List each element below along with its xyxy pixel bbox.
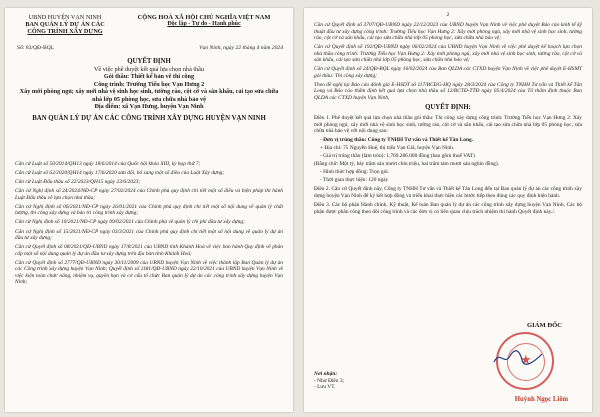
legal-basis-item: Căn cứ Nghị định số 10/2021/NĐ-CP ngày 09/02/2021 của Chính phủ về quản lý chi phí đầu tư xây dựng; — [15, 219, 245, 226]
legal-basis-item: Căn cứ Quyết định số 08/2021/QĐ-UBND ngày 17/8/2021 của UBND tỉnh Khánh Hoà về việc ban hành Quy định về phân cấp một số nội dung quản lý dự án đầu tư xây dựng trên địa bàn tỉnh Khánh Hoà; — [15, 244, 283, 257]
contract-price-words: (Bằng chữ: Một tỷ, bảy trăm sáu mươi chín triệu, hai trăm tám mươi sáu nghìn đồng). — [314, 161, 499, 168]
org-line: BAN QUẢN LÝ DỰ ÁN CÁC — [25, 21, 105, 29]
document-page-1 — [5, 8, 293, 412]
signer-title: GIÁM ĐỐC — [527, 322, 562, 329]
legal-basis-item: Căn cứ Nghị định số 15/2021/NĐ-CP ngày 03/3/2021 của Chính phủ quy định chi tiết một số nội dung về quản lý dự án đầu tư xây dựng; — [15, 228, 283, 242]
national-motto: Độc lập - Tự do - Hạnh phúc — [167, 21, 241, 28]
nation-title: CỘNG HOÀ XÃ HỘI CHỦ NGHĨA VIỆT NAM — [137, 14, 271, 21]
legal-basis-item: Căn cứ Nghị định số 24/2024/NĐ-CP ngày 27/02/2024 của Chính phủ quy định chi tiết một số điều và biện pháp thi hành Luật Đấu thầu về lựa chọn nhà thầu; — [15, 188, 283, 201]
document-number: Số: 83/QĐ-BQL — [17, 45, 55, 51]
decision-title-block — [15, 58, 283, 123]
official-seal-icon: ★ — [496, 332, 554, 390]
package-name: Gói thầu: Thiết kế bản vẽ thi công — [103, 73, 195, 81]
article-2: Điều 2. Căn cứ Quyết định này, Công ty TNHH Tư vấn và Thiết kế Tân Long đến tại Ban quản lý dự án các công trình xây dựng huyện Vạn Ninh để ký kết hợp đồng và triển khai thực hiện các bước tiếp theo đúng các quy định hiện hành. — [314, 186, 582, 199]
decides-heading: QUYẾT ĐỊNH: — [425, 104, 471, 112]
project-name: Công trình: Trường Tiểu học Vạn Hưng 2 — [93, 80, 205, 88]
document-page-2 — [304, 8, 592, 412]
recipients-block — [314, 371, 344, 391]
decision-subtitle: Về việc phê duyệt kết quả lựa chọn nhà thầu — [93, 66, 205, 73]
page-number: 2 — [446, 12, 450, 18]
contract-duration: - Thời gian thực hiện: 120 ngày — [320, 177, 389, 184]
legal-basis-item: Căn cứ Quyết định số 24/QĐ-BQL ngày 16/02/2024 của Ban QLDA các CTXD huyện Vạn Ninh về việc phê duyệt E-HSMT gói thầu: Thi công xây dựng; — [314, 66, 582, 79]
legal-basis-item: Căn cứ Quyết định số 3707/QĐ-UBND ngày 22/12/2023 của UBND huyện Vạn Ninh về việc phê duyệt Báo cáo kinh tế kỹ thuật đầu tư xây dựng công trình: Trường Tiểu học Vạn Hưng 2: Xây mới phòng ngủ, xây mới nhà vệ sinh học sinh, tường rào, cột cờ và sân khấu, cải tạo sửa chữa nhà lớp 05 phòng học, sửa chữa nhà bảo vệ; — [314, 22, 582, 41]
legal-basis-item: Căn cứ Luật số 62/2020/QH14 ngày 17/6/2020 sửa đổi, bổ sung một số điều của Luật Xây dựng; — [15, 170, 225, 177]
signer-name: Huỳnh Ngọc Liêm — [514, 396, 568, 403]
document-header — [11, 14, 287, 44]
org-line: CÔNG TRÌNH XÂY DỰNG — [27, 28, 103, 36]
project-scope: Xây mới phòng ngủ; xây mới nhà vệ sinh học sinh, tường rào, cột cờ và sân khấu, cải tạo sửa chữa nhà lớp 05 phòng học, sửa chữa nhà bảo vệ — [19, 88, 279, 103]
national-header — [121, 14, 287, 29]
legal-basis-item: Căn cứ Quyết định số 192/QĐ-UBND ngày 06/02/2024 của UBND huyện Vạn Ninh về việc phê duyệt kế hoạch lựa chọn nhà thầu công trình: Trường Tiểu học Vạn Hưng 2: Xây mới phòng ngủ, xây mới nhà vệ sinh học sinh, tường rào, cột cờ và sân khấu, cải tạo sửa chữa nhà lớp 05 phòng học, sửa chữa nhà bảo vệ; — [314, 44, 582, 64]
page2-body — [314, 22, 582, 218]
recipient-item: - Lưu VT. — [314, 384, 336, 390]
winning-contractor: - Đơn vị trúng thầu: Công ty TNHH Tư vấn và Thiết kế Tân Long. — [320, 137, 474, 144]
legal-basis-item: Căn cứ Nghị định số 06/2021/NĐ-CP ngày 26/01/2021 của Chính phủ quy định chi tiết một số nội dung về quản lý chất lượng, thi công xây dựng và bảo trì công trình xây dựng; — [15, 203, 283, 217]
legal-basis-item: Căn cứ Quyết định số 2777/QĐ-UBND ngày 30/11/2009 của UBND huyện Vạn Ninh về việc thành lập Ban Quản lý dự án các Công trình xây dựng huyện Vạn Ninh; Quyết định số 1181/QĐ-UBND ngày 22/10/2021 của UBND huyện Vạn Ninh về việc kiện toàn chức năng, nhiệm vụ, quyền hạn và cơ cấu tổ chức Ban quản lý dự án các công trình xây dựng huyện Vạn Ninh; — [15, 259, 283, 286]
issuing-organization — [11, 14, 119, 36]
legal-basis-item: Căn cứ Luật số 50/2014/QH13 ngày 18/6/2014 của Quốc hội khóa XIII, kỳ họp thứ 7; — [15, 161, 201, 167]
recipient-item: - Như Điều 3; — [314, 377, 345, 384]
recipients-title: Nơi nhận: — [314, 371, 338, 377]
legal-basis-list — [15, 161, 283, 288]
contractor-address: + Địa chỉ: 75 Nguyễn Huệ, thị trấn Vạn Giã, huyện Vạn Ninh. — [320, 145, 455, 152]
decision-title: QUYẾT ĐỊNH — [127, 58, 171, 65]
contract-type: - Hình thức hợp đồng: Trọn gói. — [320, 169, 390, 176]
org-line: UBND HUYỆN VẠN NINH — [28, 14, 102, 21]
signature-icon — [492, 348, 544, 368]
project-location: Địa điểm: xã Vạn Hưng, huyện Vạn Ninh — [94, 103, 204, 111]
legal-basis-item: Căn cứ Luật Đấu thầu số 22/2023/QH15 ngày 23/6/2023; — [15, 179, 141, 186]
article-1: Điều 1. Phê duyệt kết quả lựa chọn nhà thầu gói thầu: Thi công xây dựng công trình: Trường Tiểu học Vạn Hưng 2: Xây mới phòng ngủ, xây mới nhà vệ sinh học sinh, tường rào, cột cờ và sân khấu, cải tạo sửa chữa nhà lớp 05 phòng học, sửa chữa nhà bảo vệ với nội dung sau: — [314, 115, 582, 135]
contract-price: - Giá trị trúng thầu (làm tròn): 1.769.286.000 đồng (bao gồm thuế VAT) — [320, 153, 475, 160]
article-3: Điều 3. Các bộ phận Hành chính, Kỹ thuật, Kế toán Ban quản lý dự án các công trình xây dựng huyện Vạn Ninh, Các bộ phận được phân công theo dõi công trình và các đơn vị có liên quan chịu trách nhiệm thi hành Quyết định này./. — [314, 202, 582, 215]
document-date: Vạn Ninh, ngày 22 tháng 4 năm 2024 — [199, 45, 283, 51]
issuing-authority: BAN QUẢN LÝ DỰ ÁN CÁC CÔNG TRÌNH XÂY DỰNG HUYỆN VẠN NINH — [32, 115, 266, 123]
legal-basis-item: Theo đề nghị tại Báo cáo đánh giá E-HSDT số 117/BCĐG-HQ ngày 28/3/2024 của Công ty TNHH Tư vấn và Thiết kế Tân Long và Báo cáo thẩm định kết quả lựa chọn nhà thầu số 12/BCTĐ-TTĐ ngày 05/4/2024 của Tổ thẩm định thuộc Ban QLDA các CTXD huyện Vạn Ninh, — [314, 81, 582, 101]
